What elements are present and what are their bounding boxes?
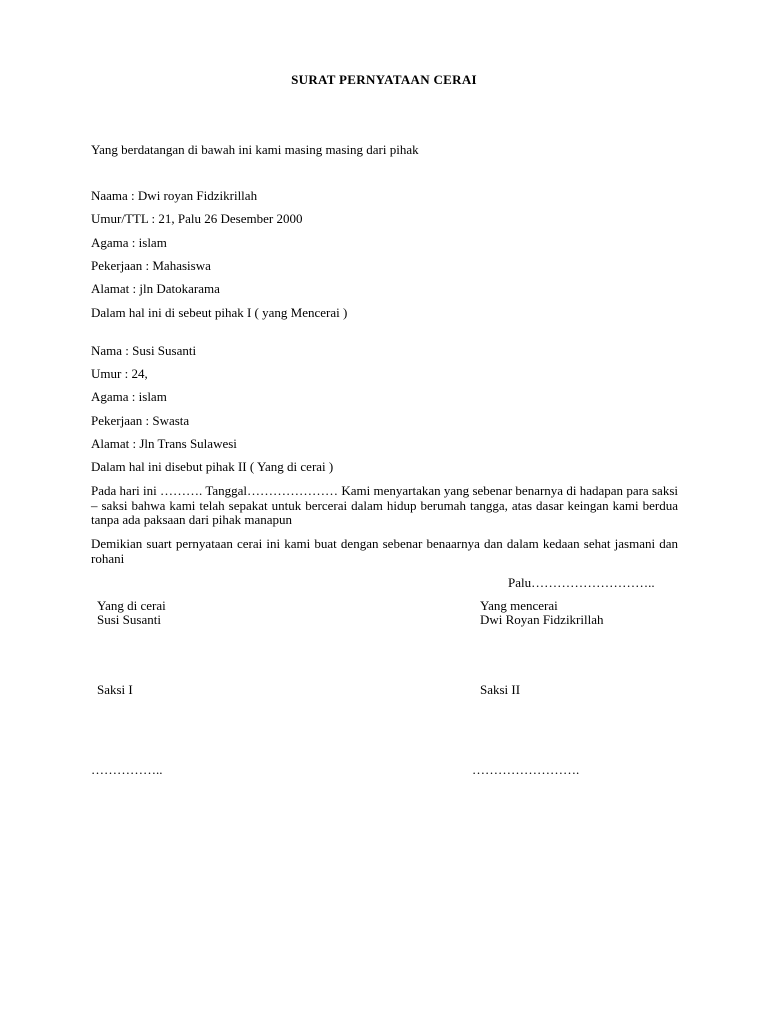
witness-2-signature-line: ……………………. [472, 762, 580, 777]
closing-paragraph: Demikian suart pernyataan cerai ini kami buat dengan sebenar benaarnya dan dalam kedaan sehat jasmani dan rohani [91, 536, 678, 566]
party2-role: Dalam hal ini disebut pihak II ( Yang di cerai ) [91, 459, 334, 474]
party2-age: Umur : 24, [91, 366, 148, 381]
party2-religion: Agama : islam [91, 389, 167, 404]
party2-name: Nama : Susi Susanti [91, 343, 197, 358]
party1-religion: Agama : islam [91, 235, 167, 250]
party2-address: Alamat : Jln Trans Sulawesi [91, 436, 237, 451]
witness-1-label: Saksi I [97, 682, 133, 697]
party2-occupation: Pekerjaan : Swasta [91, 413, 190, 428]
right-signer-name: Dwi Royan Fidzikrillah [480, 612, 604, 627]
party1-age: Umur/TTL : 21, Palu 26 Desember 2000 [91, 211, 303, 226]
statement-paragraph: Pada hari ini ………. Tanggal………………… Kami menyartakan yang sebenar benarnya di hadapan para saksi – saksi bahwa kami telah sepakat untuk bercerai dalam hidup berumah tangga, atas dasar keingan kami berdua tanpa ada paksaan dari pihak manapun [91, 483, 678, 527]
place-date: Palu……………………….. [508, 575, 655, 590]
right-signer-label: Yang mencerai [480, 598, 558, 613]
left-signer-label: Yang di cerai [97, 598, 166, 613]
witness-1-signature-line: …………….. [91, 762, 163, 777]
party1-role: Dalam hal ini di sebeut pihak I ( yang Mencerai ) [91, 305, 348, 320]
intro-text: Yang berdatangan di bawah ini kami masing masing dari pihak [91, 142, 419, 157]
party1-name: Naama : Dwi royan Fidzikrillah [91, 188, 258, 203]
party1-address: Alamat : jln Datokarama [91, 281, 220, 296]
document-title: SURAT PERNYATAAN CERAI [291, 72, 477, 87]
party1-occupation: Pekerjaan : Mahasiswa [91, 258, 211, 273]
left-signer-name: Susi Susanti [97, 612, 161, 627]
witness-2-label: Saksi II [480, 682, 521, 697]
